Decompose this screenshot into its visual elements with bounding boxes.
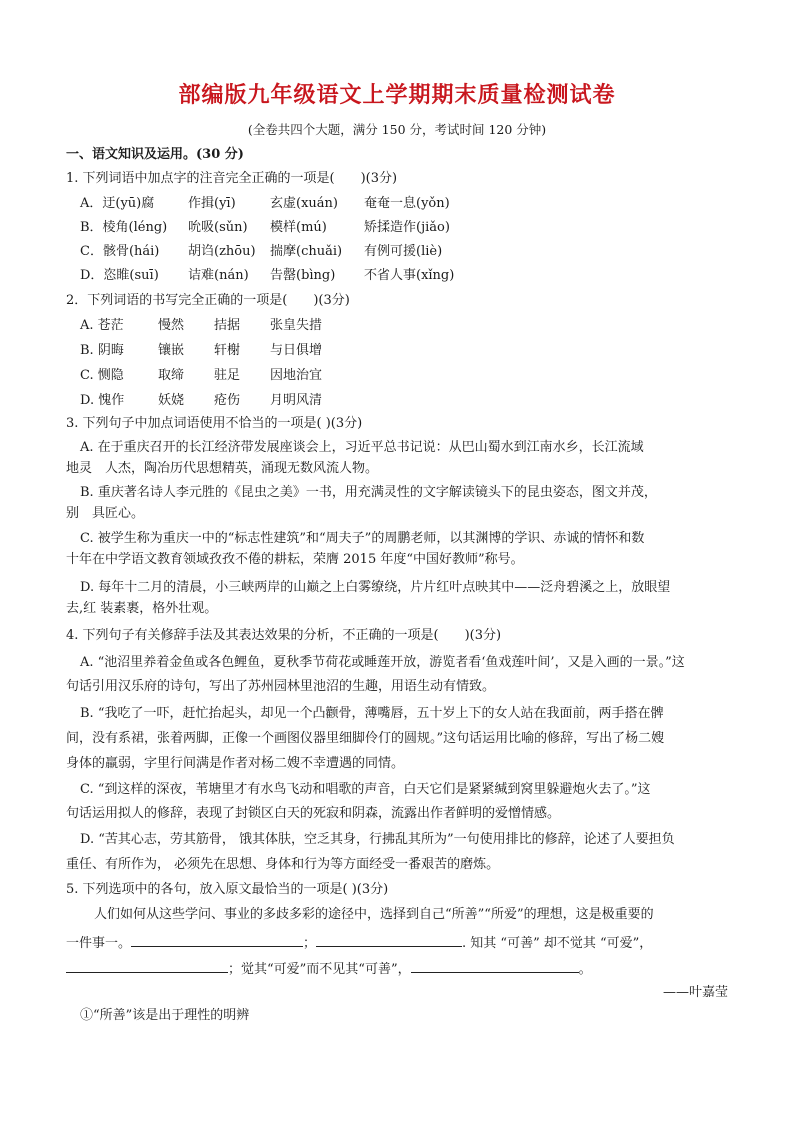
q2-d-1: D. 愧作: [80, 393, 125, 408]
q2-c-4: 因地治宜: [270, 368, 323, 383]
q2-a-4: 张皇失措: [270, 318, 323, 333]
page-title: 部编版九年级语文上学期期末质量检测试卷: [178, 83, 616, 108]
q4-line: 身体的羸弱，字里行间满是作者对杨二嫂不幸遭遇的同情。: [66, 756, 405, 771]
q4-line: A. “池沼里养着金鱼或各色鲤鱼，夏秋季节荷花或睡莲开放，游览者看‘鱼戏莲叶间’，又是入画的一景。”这: [80, 655, 685, 670]
q4-line: 重任、有所作为， 必须先在思想、身体和行为等方面经受一番艰苦的磨炼。: [66, 857, 500, 872]
q3-line: D. 每年十二月的清晨，小三峡两岸的山巅之上白雾缭绕，片片红叶点映其中——泛舟碧溪之上，放眼望: [80, 580, 671, 595]
q2-d-2: 妖娆: [158, 393, 185, 408]
q1-d-1: D．恣睢(suī): [80, 268, 159, 283]
q4-stem: 4. 下列句子有关修辞手法及其表达效果的分析，不正确的一项是( )(3分): [66, 628, 502, 643]
exam-info: (全卷共四个大题，满分 150 分，考试时间 120 分钟): [247, 122, 547, 137]
q1-b-3: 模样(mú): [270, 220, 327, 235]
q2-d-3: 疮伤: [214, 393, 241, 408]
q2-a-3: 拮据: [214, 318, 241, 333]
q1-b-2: 吮吸(sǔn): [188, 220, 248, 235]
q5-option: ①“所善”该是出于理性的明辨: [80, 1008, 250, 1023]
q4-line: D. “苦其心志，劳其筋骨， 饿其体肤，空乏其身，行拂乱其所为”一句使用排比的修辞，论述了人要担负: [80, 832, 675, 847]
answer-blank[interactable]: [411, 960, 579, 973]
q5-text: ；: [303, 936, 317, 951]
q3-line: B. 重庆著名诗人李元胜的《昆虫之美》一书，用充满灵性的文字解读镜头下的昆虫姿态，图文并茂，: [80, 485, 657, 500]
q5-passage-line: 人们如何从这些学问、事业的多歧多彩的途径中，选择到自己“所善”“所爱”的理想，这是极重要的: [94, 907, 654, 922]
q1-b-1: B．棱角(léng): [80, 220, 168, 235]
q1-c-2: 胡诌(zhōu): [188, 244, 256, 259]
q2-stem: 2．下列词语的书写完全正确的一项是( )(3分): [66, 293, 350, 308]
q2-a-1: A. 苍茫: [80, 318, 124, 333]
q5-text: 一件事一。: [66, 936, 132, 951]
q1-a-4: 奄奄一息(yǒn): [364, 196, 450, 211]
q4-line: B. “我吃了一吓，赶忙抬起头，却见一个凸颧骨，薄嘴唇，五十岁上下的女人站在我面前，两手搭在髀: [80, 706, 664, 721]
q1-stem: 1. 下列词语中加点字的注音完全正确的一项是( )(3分): [66, 171, 398, 186]
author-attribution: ——叶嘉莹: [662, 985, 728, 1000]
q2-d-4: 月明风清: [270, 393, 323, 408]
q3-stem: 3. 下列句子中加点词语使用不恰当的一项是( )(3分): [66, 416, 363, 431]
q3-line: A. 在于重庆召开的长江经济带发展座谈会上，习近平总书记说：从巴山蜀水到江南水乡，长江流域: [80, 440, 644, 455]
q2-c-3: 驻足: [214, 368, 241, 383]
q2-a-2: 慢然: [158, 318, 185, 333]
q4-line: 间，没有系裙，张着两脚，正像一个画图仪器里细脚伶仃的圆规。”这句话运用比喻的修辞，写出了杨二嫂: [66, 731, 665, 746]
q4-line: C. “到这样的深夜，苇塘里才有水鸟飞动和唱歌的声音，白天它们是紧紧缄到窝里躲避炮火去了。”这: [80, 782, 651, 797]
answer-blank[interactable]: [131, 934, 303, 947]
q4-line: 句话引用汉乐府的诗句，写出了苏州园林里池沼的生趣，用语生动有情致。: [66, 679, 496, 694]
q1-c-1: C．骸骨(hái): [80, 244, 160, 259]
q3-line: C. 被学生称为重庆一中的“标志性建筑”和“周夫子”的周鹏老师，以其渊博的学识、赤诚的情怀和数: [80, 531, 645, 546]
q1-a-3: 玄虚(xuán): [270, 196, 338, 211]
q2-b-4: 与日俱增: [270, 343, 323, 358]
q1-d-4: 不省人事(xǐng): [364, 268, 455, 283]
q2-c-2: 取缔: [158, 368, 185, 383]
q5-passage-line: [66, 960, 592, 978]
q3-line: 十年在中学语文教育领域孜孜不倦的耕耘，荣膺 2015 年度“中国好教师”称号。: [66, 552, 524, 567]
q5-text: 。: [578, 962, 592, 977]
q1-c-4: 有例可援(liè): [364, 244, 443, 259]
q2-b-2: 镶嵌: [158, 343, 185, 358]
q1-c-3: 揣摩(chuǎi): [270, 244, 343, 259]
q2-b-1: B. 阴晦: [80, 343, 124, 358]
q1-d-3: 告罄(bìng): [270, 268, 336, 283]
q5-stem: 5. 下列选项中的各句，放入原文最恰当的一项是( )(3分): [66, 882, 389, 897]
q1-a-1: A．迂(yū)腐: [80, 196, 155, 211]
answer-blank[interactable]: [66, 960, 228, 973]
q3-line: 别 具匠心。: [66, 506, 145, 521]
q5-text: . 知其 “可善” 却不觉其 “可爱”，: [462, 936, 653, 951]
q2-c-1: C. 恻隐: [80, 368, 124, 383]
q4-line: 句话运用拟人的修辞，表现了封锁区白天的死寂和阴森，流露出作者鲜明的爱憎情感。: [66, 806, 561, 821]
q5-text: ；觉其“可爱”而不见其“可善”，: [228, 962, 411, 977]
q1-d-2: 诘难(nán): [188, 268, 249, 283]
q3-line: 地灵 人杰，陶冶历代思想精英，涌现无数风流人物。: [66, 461, 379, 476]
section-heading: 一、语文知识及运用。(30 分): [66, 147, 244, 162]
q2-b-3: 轩榭: [214, 343, 241, 358]
answer-blank[interactable]: [316, 934, 462, 947]
q1-a-2: 作揖(yī): [188, 196, 236, 211]
q5-passage-line: [66, 934, 652, 952]
q1-b-4: 矫揉造作(jiǎo): [364, 220, 450, 235]
q3-line: 去,红 装素裹，格外壮观。: [66, 601, 218, 616]
